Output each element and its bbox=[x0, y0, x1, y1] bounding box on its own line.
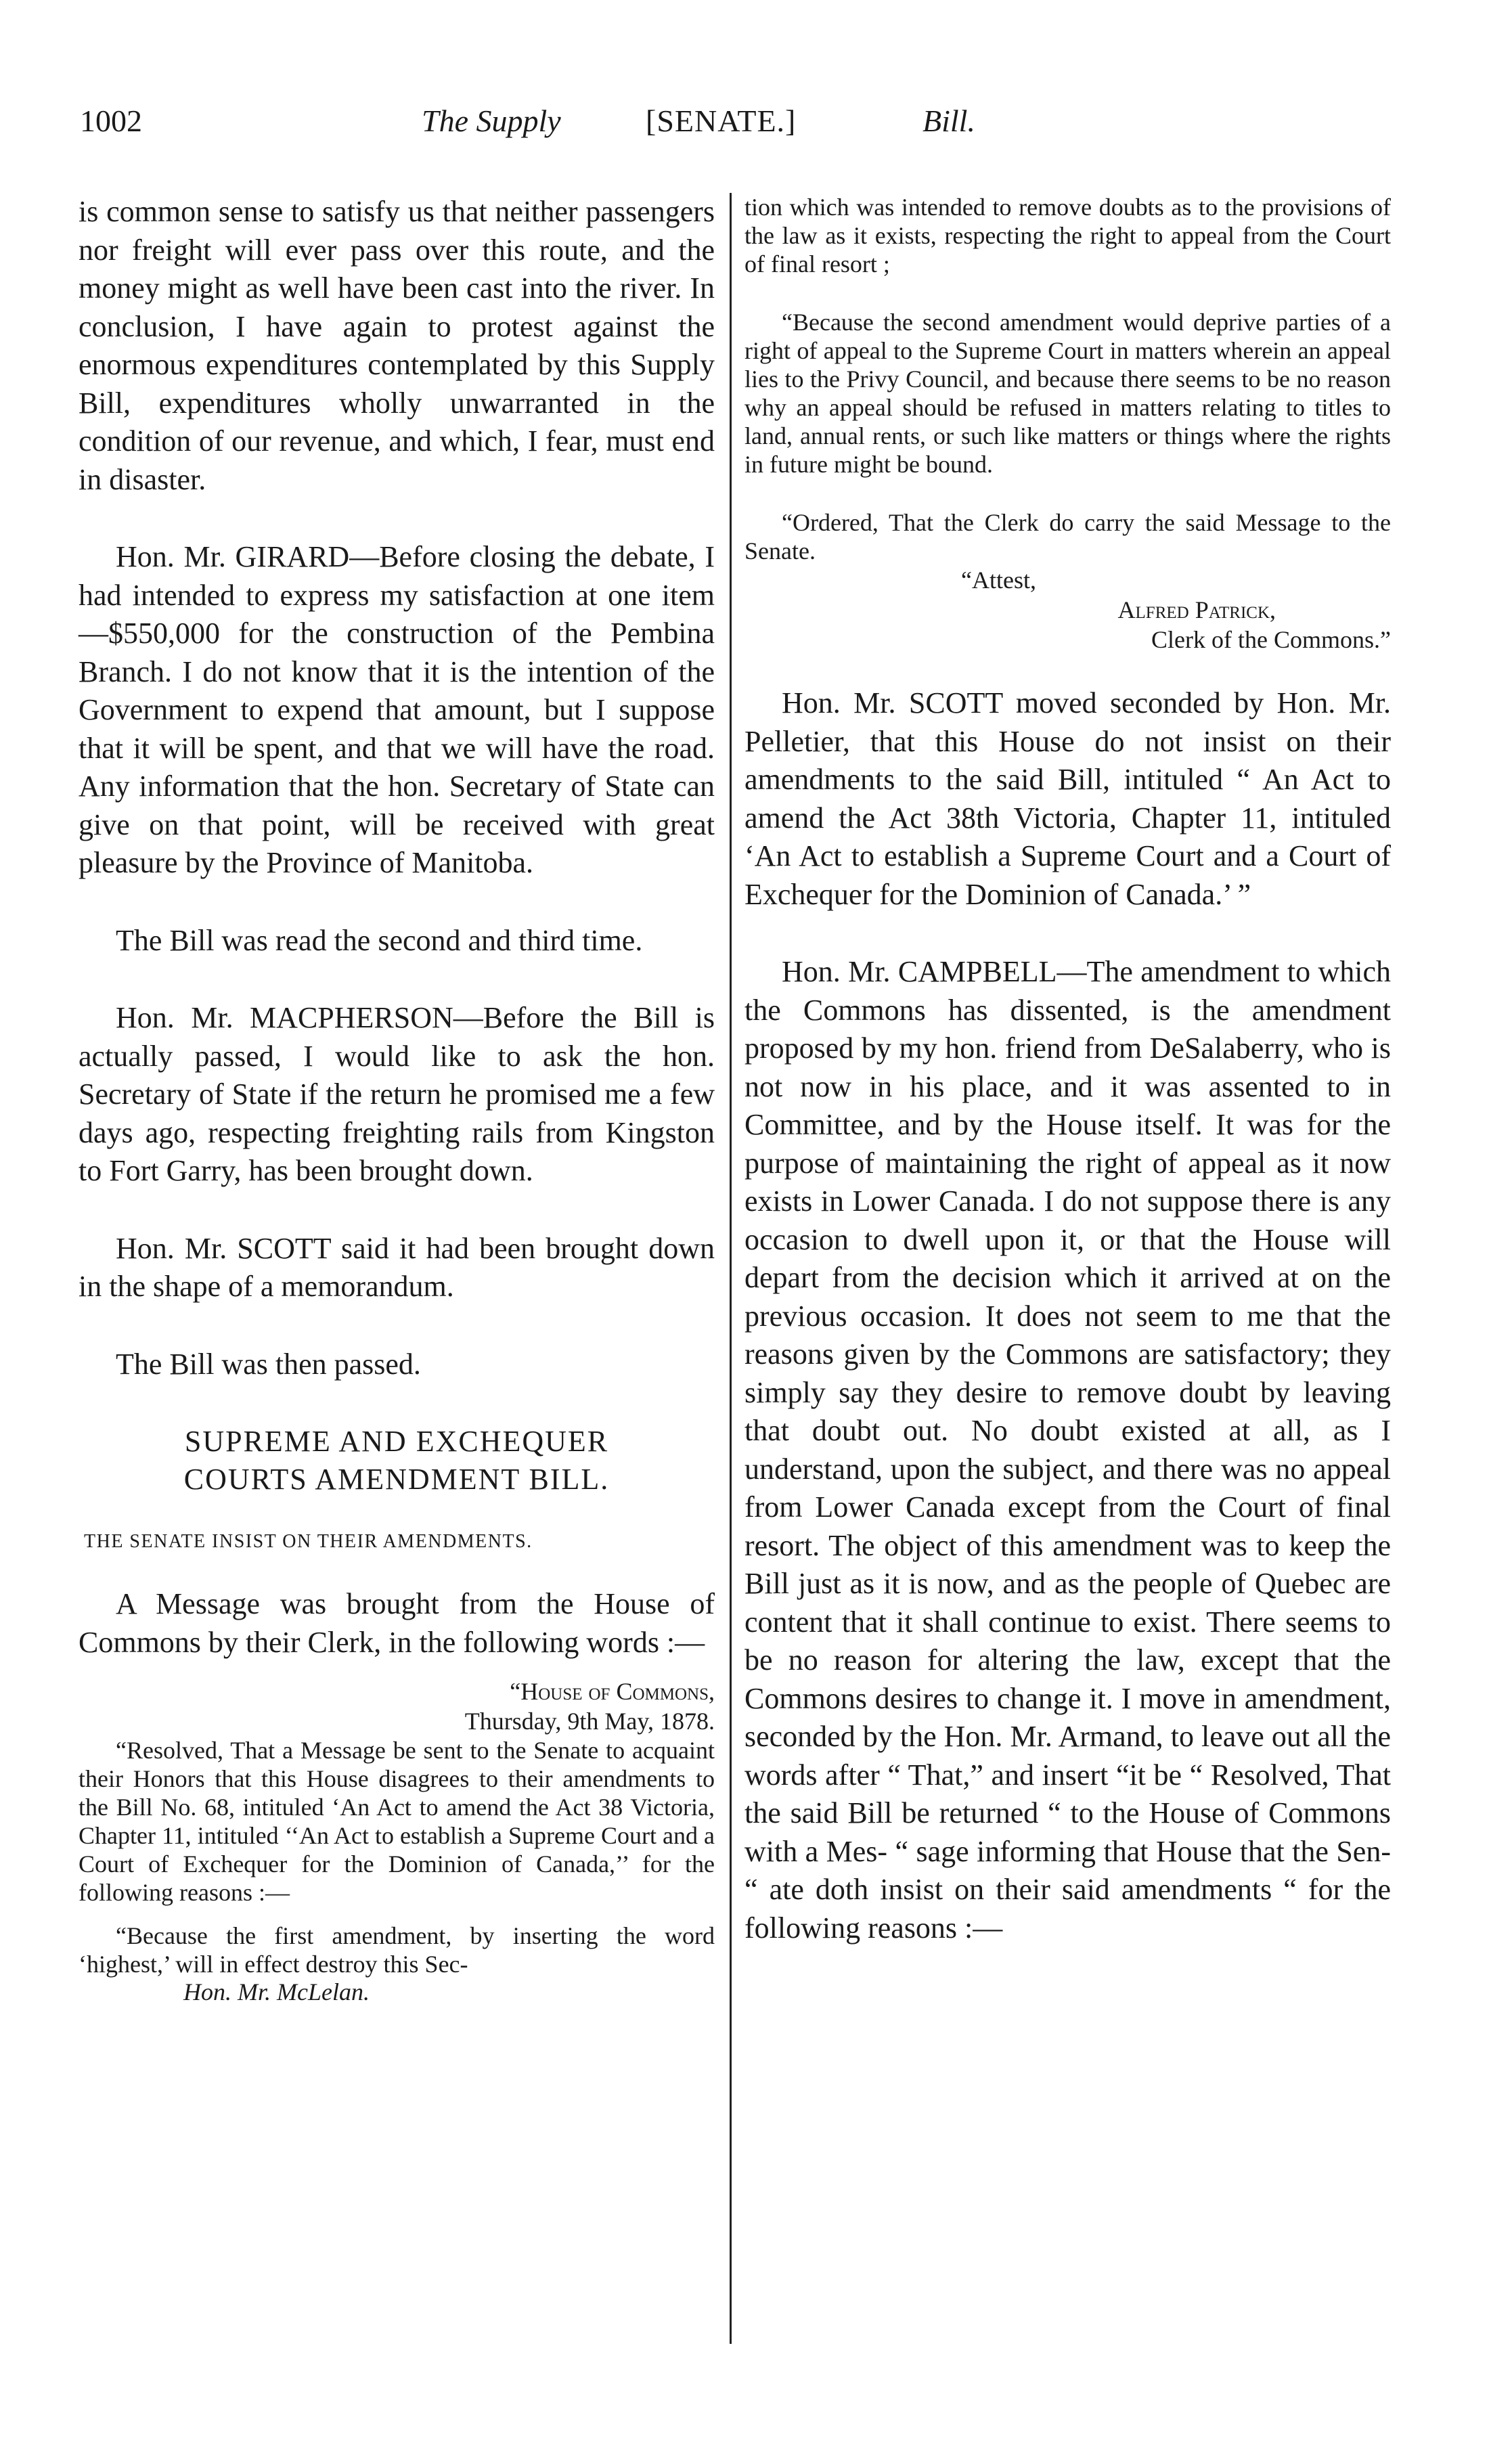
paragraph-campbell: Hon. Mr. CAMPBELL—The amendment to which the Commons has dissented, is the amendment proposed by my hon. friend from DeSalaberry, who is not now in his place, and it was assented to in Committee, and by the House itself. It was for the purpose of maintaining the right of appeal as it now exists in Lower Canada. I do not suppose there is any occasion to dwell upon it, or that the House will depart from the decision which it arrived at on the previous occasion. It does not seem to me that the reasons given by the Commons are satisfactory; they simply say they desire to remove doubt by leaving that doubt out. No doubt existed at all, as I understand, upon the subject, and there was no appeal from Lower Canada except from the Court of final resort. The object of this amendment was to keep the Bill just as it is now, and as the people of Quebec are content that it shall continue to exist. There seems to be no reason for altering the law, except that the Commons desires to change it. I move in amendment, seconded by the Hon. Mr. Armand, to leave out all the words after “ That,” and insert “it be “ Resolved, That the said Bill be returned “ to the House of Commons with a Mes- “ sage informing that House that the Sen- “ ate doth insist on their said amendments “ for the following reasons :— bbox=[744, 955, 1391, 1945]
header-title-right: Bill. bbox=[922, 104, 975, 138]
message-because-first: “Because the first amendment, by inserting the word ‘highest,’ will in effect destroy this Sec- bbox=[79, 1922, 715, 1978]
right-column bbox=[744, 193, 1391, 1947]
section-subheading: THE SENATE INSIST ON THEIR AMENDMENTS. bbox=[84, 1531, 533, 1552]
paragraph-girard: Hon. Mr. GIRARD—Before closing the debate, I had intended to express my satisfaction at one item—$550,000 for the construction of the Pembina Branch. I do not know that it is the intention of the Government to expend that amount, but I suppose that it will be spent, and that we will have the road. Any information that the hon. Secretary of State can give on that point, will be received with great pleasure by the Province of Manitoba. bbox=[79, 540, 715, 879]
message-ordered: “Ordered, That the Clerk do carry the said Message to the Senate. bbox=[744, 509, 1391, 564]
message-attest: “Attest, bbox=[961, 567, 1036, 594]
paragraph: The Bill was read the second and third time. bbox=[116, 923, 643, 957]
header-title-left: The Supply bbox=[422, 104, 561, 138]
paragraph: The Bill was then passed. bbox=[116, 1347, 421, 1381]
paragraph-scott-motion: Hon. Mr. SCOTT moved seconded by Hon. Mr. Pelletier, that this House do not insist on their amendments to the said Bill, intituled “ An Act to amend the Act 38th Victoria, Chapter 11, intituled ‘An Act to establish a Supreme Court and a Court of Exchequer for the Dominion of Canada.’ ” bbox=[744, 686, 1391, 911]
section-heading-line: COURTS AMENDMENT BILL. bbox=[183, 1463, 610, 1496]
footer-speaker: Hon. Mr. McLelan. bbox=[183, 1978, 370, 2005]
page-number: 1002 bbox=[80, 104, 142, 138]
header-chamber: [SENATE.] bbox=[646, 104, 797, 138]
message-because-second: “Because the second amendment would deprive parties of a right of appeal to the Supreme Court in matters wherein an appeal lies to the Privy Council, and because there seems to be no reason why an appeal should be refused in matters relating to titles to land, annual rents, or such like matters or things where the rights in future might be bound. bbox=[744, 309, 1391, 478]
column-divider bbox=[730, 193, 732, 2344]
paragraph-scott: Hon. Mr. SCOTT said it had been brought down in the shape of a memorandum. bbox=[79, 1231, 715, 1303]
left-column bbox=[79, 193, 715, 2005]
message-resolved: “Resolved, That a Message be sent to the Senate to acquaint their Honors that this House disagrees to their amendments to the Bill No. 68, intituled ‘An Act to amend the Act 38 Victoria, Chapter 11, intituled ‘‘An Act to establish a Supreme Court and a Court of Exchequer for the Dominion of Canada,’’ for the following reasons :— bbox=[79, 1737, 715, 1906]
section-heading-line: SUPREME AND EXCHEQUER bbox=[184, 1425, 609, 1458]
message-continued: tion which was intended to remove doubts as to the provisions of the law as it exists, respecting the right to appeal from the Court of final resort ; bbox=[744, 194, 1391, 278]
section-heading bbox=[79, 1423, 715, 1498]
clerk-name: Alfred Patrick, bbox=[1117, 596, 1276, 623]
paragraph: is common sense to satisfy us that neither passengers nor freight will ever pass over this route, and the money might as well have been cast into the river. In conclusion, I have again to protest against the enormous expenditures contemplated by this Supply Bill, expenditures wholly unwarranted in the condition of our revenue, and which, I fear, must end in disaster. bbox=[79, 195, 715, 496]
paragraph-message: A Message was brought from the House of Commons by their Clerk, in the following words :— bbox=[79, 1587, 715, 1659]
message-date: Thursday, 9th May, 1878. bbox=[464, 1708, 715, 1735]
clerk-title: Clerk of the Commons.” bbox=[1151, 626, 1391, 653]
paragraph-macpherson: Hon. Mr. MACPHERSON—Before the Bill is actually passed, I would like to ask the hon. Secretary of State if the return he promised me a few days ago, respecting freighting rails from Kingston to Fort Garry, has been brought down. bbox=[79, 1001, 715, 1187]
message-house: “House of Commons, bbox=[510, 1678, 715, 1705]
running-header bbox=[80, 103, 1406, 157]
